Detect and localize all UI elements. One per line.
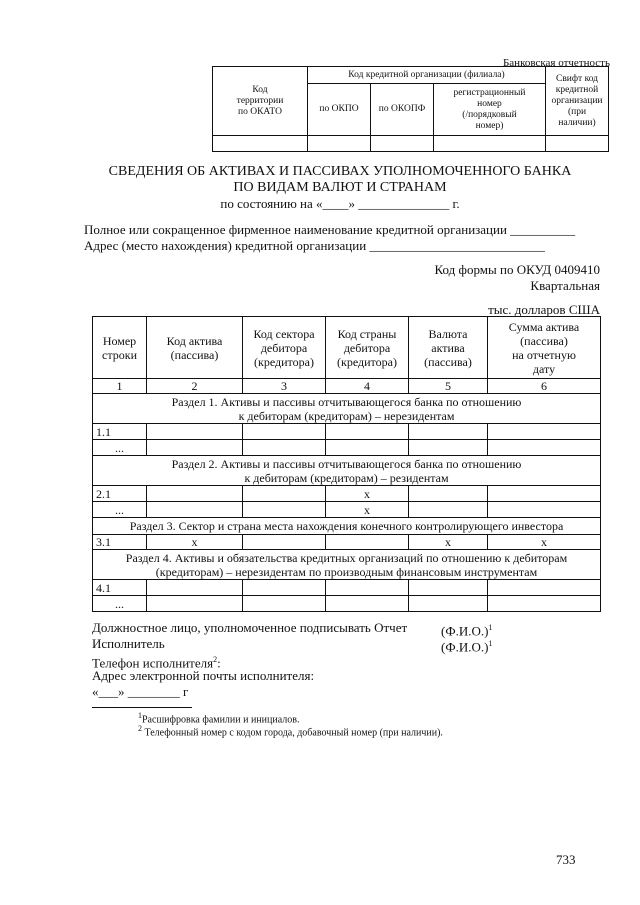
row-number: 1.1	[93, 424, 147, 440]
footnote-2	[138, 723, 443, 739]
row-number: 3.1	[93, 535, 147, 550]
phone-text: Телефон исполнителя	[92, 655, 214, 671]
section-2-header: Раздел 2. Активы и пассивы отчитывающегося банка по отношению к дебиторам (кредиторам) – резидентам	[93, 456, 601, 486]
footnote-ref-1: 1	[488, 639, 493, 648]
footnote-ref-2: 2	[213, 655, 218, 664]
okpo-value-cell[interactable]	[308, 136, 371, 152]
col-number: 4	[326, 379, 409, 394]
title-line-2: ПО ВИДАМ ВАЛЮТ И СТРАНАМ	[233, 180, 447, 195]
table-row	[93, 424, 601, 440]
as-of-date-line: по состоянию на «____» ______________ г.	[220, 196, 460, 211]
x-mark: x	[488, 535, 601, 550]
swift-header: Свифт код кредитной организации (при наличии)	[546, 67, 609, 136]
col-number: 2	[147, 379, 243, 394]
col-header-sector-code: Код сектора дебитора (кредитора)	[243, 317, 326, 379]
fio-text: (Ф.И.О.)	[441, 639, 489, 655]
footnote-ref-1: 1	[488, 623, 493, 632]
fio-label	[441, 636, 492, 654]
footnote-number: 1	[138, 711, 142, 720]
section-4-header: Раздел 4. Активы и обязательства кредитных организаций по отношению к дебиторам (кредиторам) – нерезидентам по производным финансовым инструментам	[93, 550, 601, 580]
periodicity-label: Квартальная	[530, 278, 600, 293]
swift-value-cell[interactable]	[546, 136, 609, 152]
table-row	[93, 535, 601, 550]
section-1-header: Раздел 1. Активы и пассивы отчитывающегося банка по отношению к дебиторам (кредиторам) – нерезидентам	[93, 394, 601, 424]
col-number: 3	[243, 379, 326, 394]
col-header-currency: Валюта актива (пассива)	[409, 317, 488, 379]
x-mark: x	[326, 486, 409, 502]
x-mark: x	[409, 535, 488, 550]
x-mark: x	[147, 535, 243, 550]
col-header-country-code: Код страны дебитора (кредитора)	[326, 317, 409, 379]
footnote-number: 2	[138, 724, 142, 733]
okato-value-cell[interactable]	[213, 136, 308, 152]
x-mark: x	[326, 502, 409, 518]
okopf-header: по ОКОПФ	[371, 84, 434, 136]
phone-colon: :	[217, 655, 221, 671]
fio-text: (Ф.И.О.)	[441, 623, 489, 639]
row-number: ...	[93, 596, 147, 612]
footnote-text: Телефонный номер с кодом города, добавочный номер (при наличии).	[142, 727, 443, 739]
assets-liabilities-table	[92, 316, 601, 612]
org-name-line: Полное или сокращенное фирменное наименование кредитной организации __________	[84, 222, 576, 237]
footnote-divider	[92, 707, 192, 708]
okpo-header: по ОКПО	[308, 84, 371, 136]
okato-header: Код территории по ОКАТО	[213, 67, 308, 136]
col-number: 5	[409, 379, 488, 394]
table-row	[93, 486, 601, 502]
email-label: Адрес электронной почты исполнителя:	[92, 668, 315, 683]
table-row	[93, 502, 601, 518]
organization-code-table	[212, 66, 609, 152]
footnote-text: Расшифровка фамилии и инициалов.	[142, 714, 300, 726]
executor-label: Исполнитель	[92, 636, 165, 651]
reporting-type-label: Банковская отчетность	[502, 57, 610, 69]
row-number: ...	[93, 502, 147, 518]
table-row	[93, 596, 601, 612]
okopf-value-cell[interactable]	[371, 136, 434, 152]
col-header-amount: Сумма актива (пассива) на отчетную дату	[488, 317, 601, 379]
reg-number-header: регистрационный номер (/порядковый номер)	[434, 84, 546, 136]
title-line-1: СВЕДЕНИЯ ОБ АКТИВАХ И ПАССИВАХ УПОЛНОМОЧЕННОГО БАНКА	[108, 164, 572, 179]
section-3-header: Раздел 3. Сектор и страна места нахождения конечного контролирующего инвестора	[93, 518, 601, 535]
row-number: ...	[93, 440, 147, 456]
official-label: Должностное лицо, уполномоченное подписывать Отчет	[92, 620, 408, 635]
table-row	[93, 580, 601, 596]
row-number: 4.1	[93, 580, 147, 596]
units-label: тыс. долларов США	[488, 302, 600, 317]
col-number: 1	[93, 379, 147, 394]
reg-number-value-cell[interactable]	[434, 136, 546, 152]
row-number: 2.1	[93, 486, 147, 502]
table-row	[93, 440, 601, 456]
okud-form-code: Код формы по ОКУД 0409410	[434, 262, 600, 277]
page-number: 733	[556, 852, 576, 867]
org-address-line: Адрес (место нахождения) кредитной организации ___________________________	[84, 238, 545, 253]
document-title	[60, 164, 620, 211]
col-header-row-number: Номер строки	[93, 317, 147, 379]
signature-date: «___» ________ г	[92, 684, 189, 699]
org-code-header: Код кредитной организации (филиала)	[308, 67, 546, 84]
col-number: 6	[488, 379, 601, 394]
col-header-asset-code: Код актива (пассива)	[147, 317, 243, 379]
